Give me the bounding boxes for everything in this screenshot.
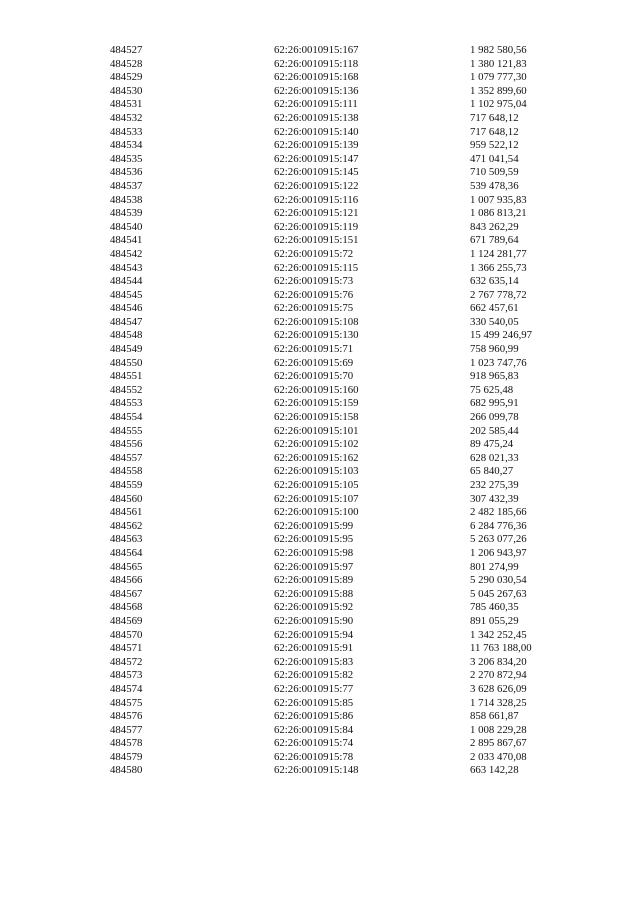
- cadastral-number: 62:26:0010915:69: [274, 356, 354, 369]
- table-row: [110, 234, 570, 248]
- cadastral-number: 62:26:0010915:92: [274, 601, 354, 614]
- row-number: 484560: [110, 492, 143, 505]
- table-row: [110, 316, 570, 330]
- cadastral-value: 1 352 899,60: [470, 84, 527, 97]
- cadastral-number: 62:26:0010915:105: [274, 479, 359, 491]
- cadastral-number: 62:26:0010915:158: [274, 411, 359, 424]
- cadastral-number: 62:26:0010915:86: [274, 710, 354, 723]
- row-number: 484547: [110, 315, 143, 328]
- row-number: 484559: [110, 479, 143, 491]
- row-number: 484558: [110, 465, 143, 478]
- cadastral-number: 62:26:0010915:140: [274, 125, 359, 138]
- cadastral-number: 62:26:0010915:122: [274, 179, 359, 192]
- table-row: [110, 112, 570, 126]
- row-number: 484527: [110, 44, 143, 56]
- table-row: [110, 588, 570, 602]
- cadastral-number: 62:26:0010915:76: [274, 288, 354, 301]
- cadastral-number: 62:26:0010915:145: [274, 166, 359, 179]
- cadastral-value: 1 079 777,30: [470, 71, 527, 84]
- cadastral-value: 539 478,36: [470, 179, 519, 192]
- row-number: 484576: [110, 710, 143, 723]
- row-number: 484573: [110, 669, 143, 682]
- row-number: 484530: [110, 84, 143, 97]
- cadastral-number: 62:26:0010915:90: [274, 614, 354, 627]
- row-number: 484580: [110, 764, 143, 777]
- table-row: [110, 221, 570, 235]
- table-row: [110, 194, 570, 208]
- cadastral-value: 959 522,12: [470, 139, 519, 152]
- cadastral-value: 5 263 077,26: [470, 533, 527, 546]
- cadastral-value: 785 460,35: [470, 601, 519, 614]
- cadastral-value: 1 714 328,25: [470, 696, 527, 709]
- table-row: [110, 58, 570, 72]
- cadastral-value: 758 960,99: [470, 343, 519, 356]
- cadastral-value: 801 274,99: [470, 560, 519, 573]
- row-number: 484566: [110, 574, 143, 587]
- cadastral-value: 1 124 281,77: [470, 247, 527, 260]
- table-row: [110, 139, 570, 153]
- cadastral-number: 62:26:0010915:136: [274, 84, 359, 97]
- table-row: [110, 71, 570, 85]
- cadastral-value: 89 475,24: [470, 438, 514, 451]
- cadastral-number: 62:26:0010915:167: [274, 44, 359, 56]
- cadastral-value: 858 661,87: [470, 710, 519, 723]
- cadastral-number: 62:26:0010915:72: [274, 247, 354, 260]
- cadastral-number: 62:26:0010915:91: [274, 642, 354, 655]
- cadastral-value: 65 840,27: [470, 465, 514, 478]
- cadastral-value: 2 482 185,66: [470, 506, 527, 519]
- cadastral-value: 266 099,78: [470, 411, 519, 424]
- row-number: 484571: [110, 642, 143, 655]
- row-number: 484548: [110, 329, 143, 342]
- cadastral-number: 62:26:0010915:97: [274, 560, 354, 573]
- cadastral-value: 330 540,05: [470, 315, 519, 328]
- row-number: 484536: [110, 166, 143, 179]
- cadastral-number: 62:26:0010915:101: [274, 424, 359, 437]
- table-row: [110, 126, 570, 140]
- table-row: [110, 547, 570, 561]
- table-row: [110, 629, 570, 643]
- cadastral-number: 62:26:0010915:107: [274, 492, 359, 505]
- row-number: 484568: [110, 601, 143, 614]
- table-row: [110, 669, 570, 683]
- row-number: 484555: [110, 424, 143, 437]
- cadastral-value: 5 045 267,63: [470, 587, 527, 600]
- row-number: 484570: [110, 628, 143, 641]
- table-row: [110, 601, 570, 615]
- row-number: 484529: [110, 71, 143, 84]
- table-row: [110, 506, 570, 520]
- table-row: [110, 452, 570, 466]
- cadastral-number: 62:26:0010915:100: [274, 506, 359, 519]
- table-row: [110, 764, 570, 778]
- row-number: 484553: [110, 397, 143, 410]
- cadastral-value: 3 206 834,20: [470, 655, 527, 668]
- cadastral-number: 62:26:0010915:162: [274, 451, 359, 464]
- row-number: 484542: [110, 247, 143, 260]
- cadastral-number: 62:26:0010915:71: [274, 343, 354, 356]
- row-number: 484551: [110, 370, 143, 383]
- cadastral-number: 62:26:0010915:116: [274, 193, 359, 206]
- table-row: [110, 343, 570, 357]
- cadastral-value: 918 965,83: [470, 370, 519, 383]
- table-row: [110, 248, 570, 262]
- table-row: [110, 166, 570, 180]
- row-number: 484546: [110, 302, 143, 315]
- table-row: [110, 207, 570, 221]
- cadastral-value: 11 763 188,00: [470, 642, 532, 655]
- table-row: [110, 357, 570, 371]
- table-row: [110, 411, 570, 425]
- cadastral-value: 891 055,29: [470, 614, 519, 627]
- row-number: 484567: [110, 587, 143, 600]
- cadastral-number: 62:26:0010915:111: [274, 98, 358, 111]
- table-row: [110, 615, 570, 629]
- row-number: 484532: [110, 111, 143, 124]
- cadastral-value: 1 380 121,83: [470, 57, 527, 70]
- row-number: 484556: [110, 438, 143, 451]
- cadastral-value: 6 284 776,36: [470, 519, 527, 532]
- cadastral-number: 62:26:0010915:78: [274, 750, 354, 763]
- row-number: 484543: [110, 261, 143, 274]
- cadastral-number: 62:26:0010915:118: [274, 57, 359, 70]
- row-number: 484539: [110, 207, 143, 220]
- cadastral-value: 717 648,12: [470, 111, 519, 124]
- cadastral-value: 2 033 470,08: [470, 750, 527, 763]
- table-row: [110, 656, 570, 670]
- row-number: 484544: [110, 275, 143, 288]
- row-number: 484578: [110, 737, 143, 750]
- cadastral-value: 663 142,28: [470, 764, 519, 777]
- cadastral-value: 1 366 255,73: [470, 261, 527, 274]
- cadastral-number: 62:26:0010915:147: [274, 152, 359, 165]
- cadastral-number: 62:26:0010915:94: [274, 628, 354, 641]
- cadastral-value: 5 290 030,54: [470, 574, 527, 587]
- cadastral-value: 2 767 778,72: [470, 288, 527, 301]
- cadastral-value: 710 509,59: [470, 166, 519, 179]
- row-number: 484531: [110, 98, 143, 111]
- table-row: [110, 724, 570, 738]
- cadastral-number: 62:26:0010915:70: [274, 370, 354, 383]
- cadastral-value: 1 008 229,28: [470, 723, 527, 736]
- cadastral-number: 62:26:0010915:130: [274, 329, 359, 342]
- cadastral-number: 62:26:0010915:139: [274, 139, 359, 152]
- cadastral-number: 62:26:0010915:83: [274, 655, 354, 668]
- table-row: [110, 737, 570, 751]
- cadastral-value: 202 585,44: [470, 424, 519, 437]
- table-row: [110, 384, 570, 398]
- cadastral-number: 62:26:0010915:138: [274, 111, 359, 124]
- cadastral-number: 62:26:0010915:102: [274, 438, 359, 451]
- cadastral-number: 62:26:0010915:74: [274, 737, 354, 750]
- cadastral-number: 62:26:0010915:148: [274, 764, 359, 777]
- row-number: 484575: [110, 696, 143, 709]
- table-row: [110, 180, 570, 194]
- table-row: [110, 289, 570, 303]
- cadastral-number: 62:26:0010915:151: [274, 234, 359, 247]
- row-number: 484561: [110, 506, 143, 519]
- cadastral-number: 62:26:0010915:84: [274, 723, 354, 736]
- table-row: [110, 370, 570, 384]
- cadastral-value: 3 628 626,09: [470, 682, 527, 695]
- cadastral-value: 632 635,14: [470, 275, 519, 288]
- cadastral-number: 62:26:0010915:85: [274, 696, 354, 709]
- table-row: [110, 397, 570, 411]
- cadastral-value: 75 625,48: [470, 383, 514, 396]
- row-number: 484541: [110, 234, 143, 247]
- row-number: 484574: [110, 682, 143, 695]
- row-number: 484557: [110, 451, 143, 464]
- table-row: [110, 425, 570, 439]
- row-number: 484549: [110, 343, 143, 356]
- cadastral-number: 62:26:0010915:108: [274, 315, 359, 328]
- row-number: 484545: [110, 288, 143, 301]
- cadastral-value: 1 102 975,04: [470, 98, 527, 111]
- cadastral-value: 628 021,33: [470, 451, 519, 464]
- row-number: 484565: [110, 560, 143, 573]
- row-number: 484569: [110, 614, 143, 627]
- cadastral-value: 1 342 252,45: [470, 628, 527, 641]
- table-row: [110, 302, 570, 316]
- cadastral-number: 62:26:0010915:77: [274, 682, 354, 695]
- table-row: [110, 262, 570, 276]
- cadastral-number: 62:26:0010915:75: [274, 302, 354, 315]
- cadastral-number: 62:26:0010915:82: [274, 669, 354, 682]
- table-row: [110, 533, 570, 547]
- cadastral-value: 307 432,39: [470, 492, 519, 505]
- cadastral-value: 1 982 580,56: [470, 44, 527, 56]
- table-row: [110, 275, 570, 289]
- cadastral-value: 1 023 747,76: [470, 356, 527, 369]
- row-number: 484577: [110, 723, 143, 736]
- table-row: [110, 153, 570, 167]
- table-body: [110, 44, 570, 778]
- cadastral-number: 62:26:0010915:89: [274, 574, 354, 587]
- row-number: 484535: [110, 152, 143, 165]
- cadastral-number: 62:26:0010915:103: [274, 465, 359, 478]
- cadastral-value: 1 007 935,83: [470, 193, 527, 206]
- cadastral-number: 62:26:0010915:119: [274, 220, 359, 233]
- cadastral-number: 62:26:0010915:121: [274, 207, 359, 220]
- cadastral-value: 1 086 813,21: [470, 207, 527, 220]
- row-number: 484579: [110, 750, 143, 763]
- cadastral-number: 62:26:0010915:88: [274, 587, 354, 600]
- cadastral-value: 232 275,39: [470, 479, 519, 491]
- cadastral-value: 1 206 943,97: [470, 546, 527, 559]
- row-number: 484540: [110, 220, 143, 233]
- row-number: 484528: [110, 57, 143, 70]
- row-number: 484554: [110, 411, 143, 424]
- table-row: [110, 683, 570, 697]
- table-row: [110, 85, 570, 99]
- cadastral-number: 62:26:0010915:160: [274, 383, 359, 396]
- cadastral-number: 62:26:0010915:99: [274, 519, 354, 532]
- table-row: [110, 697, 570, 711]
- table-row: [110, 438, 570, 452]
- table-row: [110, 561, 570, 575]
- cadastral-number: 62:26:0010915:95: [274, 533, 354, 546]
- cadastral-value: 662 457,61: [470, 302, 519, 315]
- table-row: [110, 329, 570, 343]
- cadastral-number: 62:26:0010915:159: [274, 397, 359, 410]
- cadastral-number: 62:26:0010915:98: [274, 546, 354, 559]
- table-row: [110, 465, 570, 479]
- cadastral-value: 671 789,64: [470, 234, 519, 247]
- row-number: 484537: [110, 179, 143, 192]
- row-number: 484550: [110, 356, 143, 369]
- table-row: [110, 479, 570, 493]
- table-row: [110, 710, 570, 724]
- cadastral-value: 2 895 867,67: [470, 737, 527, 750]
- row-number: 484572: [110, 655, 143, 668]
- row-number: 484562: [110, 519, 143, 532]
- cadastral-number: 62:26:0010915:73: [274, 275, 354, 288]
- row-number: 484533: [110, 125, 143, 138]
- table-row: [110, 574, 570, 588]
- row-number: 484552: [110, 383, 143, 396]
- table-row: [110, 642, 570, 656]
- cadastral-number: 62:26:0010915:168: [274, 71, 359, 84]
- table-row: [110, 751, 570, 765]
- table-row: [110, 98, 570, 112]
- cadastral-value: 717 648,12: [470, 125, 519, 138]
- row-number: 484563: [110, 533, 143, 546]
- table-row: [110, 44, 570, 58]
- cadastral-value: 843 262,29: [470, 220, 519, 233]
- table-row: [110, 520, 570, 534]
- cadastral-value-table: [110, 44, 570, 778]
- table-row: [110, 493, 570, 507]
- cadastral-value: 471 041,54: [470, 152, 519, 165]
- row-number: 484538: [110, 193, 143, 206]
- cadastral-value: 682 995,91: [470, 397, 519, 410]
- cadastral-number: 62:26:0010915:115: [274, 261, 359, 274]
- cadastral-value: 15 499 246,97: [470, 329, 533, 342]
- row-number: 484534: [110, 139, 143, 152]
- cadastral-value: 2 270 872,94: [470, 669, 527, 682]
- row-number: 484564: [110, 546, 143, 559]
